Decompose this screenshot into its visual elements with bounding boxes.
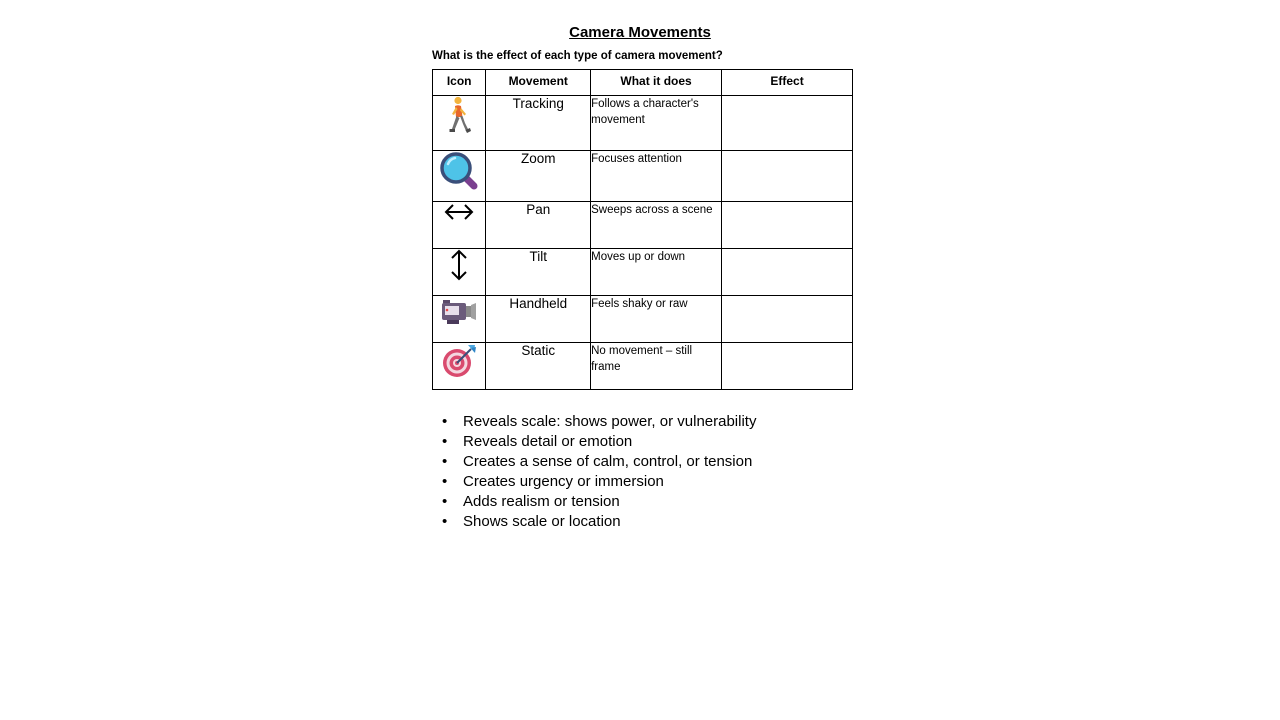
- movement-name: Zoom: [486, 151, 591, 202]
- person-walking-icon: [446, 96, 472, 136]
- table-row: [433, 343, 853, 390]
- effect-answer-cell[interactable]: [722, 343, 853, 390]
- list-item: [442, 492, 756, 512]
- effect-answer-cell[interactable]: [722, 249, 853, 296]
- video-camera-icon: [441, 296, 477, 326]
- movement-description: Moves up or down: [591, 249, 722, 296]
- icon-cell: [433, 249, 486, 296]
- movement-description: Feels shaky or raw: [591, 296, 722, 343]
- target-icon: [441, 343, 477, 379]
- bullet: •: [442, 413, 448, 430]
- header-movement: Movement: [486, 70, 591, 96]
- bullet: •: [442, 493, 448, 510]
- movement-description: Focuses attention: [591, 151, 722, 202]
- effect-answer-cell[interactable]: [722, 96, 853, 151]
- movement-name: Handheld: [486, 296, 591, 343]
- effect-option: Shows scale or location: [463, 513, 621, 530]
- table-row: [433, 296, 853, 343]
- effect-option: Reveals scale: shows power, or vulnerability: [463, 413, 757, 430]
- list-item: [442, 412, 756, 432]
- list-item: [442, 432, 756, 452]
- icon-cell: [433, 202, 486, 249]
- movement-name: Tilt: [486, 249, 591, 296]
- icon-cell: [433, 151, 486, 202]
- effects-word-bank: [442, 412, 756, 532]
- magnifying-glass-icon: [439, 151, 479, 191]
- movement-description: Follows a character's movement: [591, 96, 722, 151]
- camera-movements-table: [432, 69, 853, 390]
- effect-option: Reveals detail or emotion: [463, 433, 633, 450]
- table-row: [433, 249, 853, 296]
- movement-description: Sweeps across a scene: [591, 202, 722, 249]
- effect-answer-cell[interactable]: [722, 202, 853, 249]
- left-right-arrow-icon: [444, 202, 474, 222]
- effect-option: Creates a sense of calm, control, or tension: [463, 453, 753, 470]
- table-header-row: [433, 70, 853, 96]
- effect-option: Adds realism or tension: [463, 493, 620, 510]
- movement-description: No movement – still frame: [591, 343, 722, 390]
- bullet: •: [442, 513, 448, 530]
- effect-answer-cell[interactable]: [722, 296, 853, 343]
- movement-name: Tracking: [486, 96, 591, 151]
- header-effect: Effect: [722, 70, 853, 96]
- effect-answer-cell[interactable]: [722, 151, 853, 202]
- bullet: •: [442, 433, 448, 450]
- effect-option: Creates urgency or immersion: [463, 473, 664, 490]
- icon-cell: [433, 96, 486, 151]
- bullet: •: [442, 473, 448, 490]
- table-row: [433, 96, 853, 151]
- list-item: [442, 452, 756, 472]
- table-row: [433, 151, 853, 202]
- icon-cell: [433, 296, 486, 343]
- table-row: [433, 202, 853, 249]
- movement-name: Pan: [486, 202, 591, 249]
- bullet: •: [442, 453, 448, 470]
- icon-cell: [433, 343, 486, 390]
- page-title: Camera Movements: [569, 24, 711, 41]
- up-down-arrow-icon: [449, 249, 469, 281]
- worksheet-question: What is the effect of each type of camera movement?: [432, 50, 723, 62]
- header-icon: Icon: [433, 70, 486, 96]
- list-item: [442, 472, 756, 492]
- list-item: [442, 512, 756, 532]
- header-what-it-does: What it does: [591, 70, 722, 96]
- movement-name: Static: [486, 343, 591, 390]
